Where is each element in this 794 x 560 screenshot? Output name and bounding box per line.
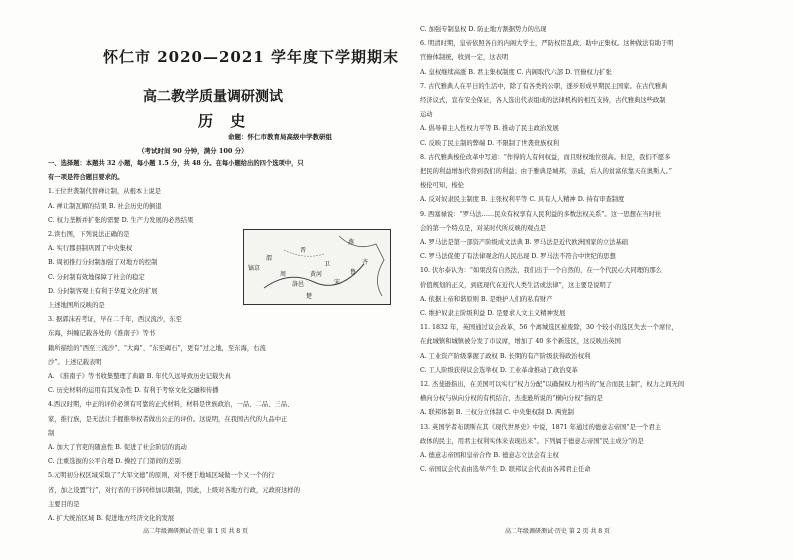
map-label: 卫 [324, 261, 331, 268]
map-label: 渭 [266, 255, 273, 262]
text-line: 4.西汉时期，中正的评价必须有可靠的正式材料，材料是世族政治，一品、二品、三品、 [48, 401, 294, 409]
map-label: 周 [280, 271, 287, 278]
text-line: A. 工业资产阶级掌握了政权 B. 长期的有产阶级获得政治权利 [420, 352, 591, 360]
text-line: 8. 古代雅典梭伦改革中写道：“作得的人有何权益，而且财权地位很高。但是，我们不愿多 [420, 153, 671, 161]
text-line: A. 《淮南子》等书收集整理了典籍 B. 年代久远导致历史记载失真 [48, 373, 231, 380]
text-line: C. 历史材料的运用有其复杂性 D. 有利于考察文化交融和传播 [48, 387, 219, 395]
text-line: D. 分封制客观上有利于华夏文化的扩展 [48, 287, 158, 295]
text-line: 东海，纠缠记载各处的《淮南子》等书 [48, 330, 156, 338]
text-line: C. 分封制有效地保障了社会的稳定 [48, 273, 145, 281]
text-line: C. 帝国议会代表由选举产生 D. 联邦议会代表由各邦君主任命 [420, 466, 591, 474]
map-label: 鲁 [350, 269, 357, 276]
text-line: 5.元明初分权区域采取了“大军文德”的原则，对不便于地域区域做一个又一个的行 [48, 472, 275, 480]
text-line: 2.读右图，下列说法正确的是 [48, 231, 130, 238]
text-line: 政体的民主，用君主权利实体来表现出来”。下列属于德意志帝国“民主成分”的是 [420, 437, 644, 445]
map-label: 镐京 [248, 265, 261, 272]
text-line: 横向分权与纵向分权的有机结合，杰斐逊所说的“横向分权”指的是 [420, 395, 603, 403]
text-line: 价值规划的正义，到底现代在近代人类生活或法律”，这主要是说明了 [420, 281, 613, 289]
map-label: 宋 [334, 279, 341, 286]
page-footer-left: 高二年级调研测试·历史 第 1 页 共 8 页 [143, 528, 248, 535]
map-label: 齐 [362, 259, 369, 266]
text-line: 会的第一个特点是，对某时代所反映的观点是 [420, 224, 546, 232]
right-page [420, 0, 772, 560]
text-line: C. 注重选拔的公平合理 D. 操控了门第间的差别 [48, 458, 181, 466]
map-label: 洛邑 [292, 281, 305, 288]
text-line: A. 倡导着主人性权力平等 B. 推动了民主政治发展 [420, 125, 559, 133]
map-figure [244, 230, 390, 304]
text-line: 经济议式，宣布安全保证，各人选出代表组成的法律机构的相互支持，古代雅典这些政制 [420, 97, 666, 104]
text-line: 3. 据郭沫若考证，早在二千年，西汉流沙，东至 [48, 316, 182, 324]
text-line: 12. 杰斐逊指出，在美国可以实行“权力分配”以确保权力相当的“复合而民主制”，权力之间无间 [420, 381, 685, 388]
text-line: 7. 古代雅典人在平日的生活中，除了有各类的公职，逐步形成早期民主国家。在古代雅典 [420, 82, 668, 90]
text-line: 11. 1832 年，英国通过议会改革，56 个离城选区被废除，30 个较小的选区失去一个席位， [420, 324, 678, 332]
text-line: A. 实行郡县制巩固了中央集权 [48, 245, 133, 253]
subject-title: 历 史 [198, 112, 252, 130]
author-line: 命题：怀仁市教育局高级中学教研组 [228, 133, 332, 141]
map-label: 晋 [300, 247, 307, 254]
text-line: C. 罗马法促使了有法律观念的人民出现 D. 罗马法不符合中世纪的思想 [420, 253, 616, 261]
text-line: 省，加之设置“行”，对行省的干涉同样加以限制，因此，上级对各地方行政，元政府这样的 [48, 486, 301, 494]
text-line: 在此城镇和城镇被分发了市议席，增加了 40 多个新选区，这反映出英国 [420, 338, 621, 346]
left-page [48, 0, 399, 560]
text-line: 制 [48, 429, 55, 437]
text-line: C. 权力垄断并扩张的需要 D. 生产力发展的必然结果 [48, 216, 194, 224]
text-line: C. 工人阶级获得议会选举权 D. 工业革命推动了政治变革 [420, 366, 578, 374]
exam-info: （考试时间 90 分钟，满分 100 分） [138, 147, 248, 155]
map-label: 楚 [306, 293, 313, 300]
page-footer-right: 高二年级调研测试·历史 第 2 页 共 8 页 [505, 528, 610, 535]
text-line: A. 依据上帝和谐原则 B. 是维护人们的私有财产 [420, 295, 553, 303]
text-line: A. 皇权继续高涨 B. 君主集权制度 C. 内阁取代六部 D. 官僚权力扩张 [420, 68, 612, 76]
text-line: A. 扩大统治区域 B. 促进地方经济文化的发展 [48, 515, 175, 522]
text-line: 10. 伏尔泰认为：“如果没有自然法，我们出于一个自然的，在一个代民心大同理的那么 [420, 267, 662, 275]
text-line: 官僚体制统，收到一定，这表明 [420, 54, 509, 62]
text-line: 6. 明清时期，皇帝依照各自的内阁大学士，严防权臣乱政，助中正集权。这种做法有助于明 [420, 40, 674, 48]
coast-line [339, 236, 384, 296]
text-line: 沙”。上述记载表明 [48, 358, 102, 366]
text-line: 有一项是符合题目要求的。 [48, 174, 124, 182]
text-line: 9. 西塞禄说：“罗马法……民众有权享有人民利益的多数法权关系”。这一思想在当时社 [420, 210, 662, 218]
text-line: 籍所描绘的“西至三流沙”、“大海”、“东至碣石”，更有“过之地，至东海，右流 [48, 344, 266, 352]
text-line: C. 反映了民主制的弊端 D. 不限制了世袭贵族权利 [420, 139, 560, 147]
text-line: 13. 英国学者布朗斯在其《现代世界史》中说，1871 年通过的德意志帝国“是一个君主 [420, 423, 662, 431]
map-label: 黄河 [310, 271, 323, 278]
text-line: 把民的利益增加代替到我们的利益；由于雅典是城邦，亲戚，后人的贫富依靠天在奥斯人。” [420, 168, 672, 175]
exam-subtitle: 高二教学质量调研测试 [143, 89, 283, 105]
text-line: B. 周初推行分封制加强了对地方的控制 [48, 259, 158, 267]
text-line: A. 禅让制瓦解的结果 B. 社会历史的倒退 [48, 202, 162, 210]
text-line: 上述地图所反映的是 [48, 302, 105, 309]
text-line: A. 罗马法是第一部资产阶级成文法典 B. 罗马法是近代欧洲国家的立法基础 [420, 239, 629, 246]
text-line: 主要目的是 [48, 500, 80, 508]
text-line: 1.王位世袭制代替禅让制，从根本上说是 [48, 188, 162, 196]
exam-title: 怀仁市 2020—2021 学年度下学期期末 [103, 48, 399, 66]
text-line: A. 联邦体制 B. 三权分立体制 C. 中央集权制 D. 两党制 [420, 409, 574, 417]
text-line: A. 反对奴隶民主制度 B. 主张权利平等 C. 具有人人精神 D. 持有审查制度 [420, 196, 625, 204]
text-line: 一、选择题：本题共 32 小题，每小题 1.5 分，共 48 分。在每小题给出的四个选项中，只 [48, 160, 304, 167]
text-line: 运动 [420, 111, 433, 119]
text-line: C. 维护奴隶主阶级利益 D. 是要求人文主义精神发展 [420, 310, 566, 317]
text-line: 梭伦可知，梭伦 [420, 182, 465, 190]
text-line: 家，推行族，是无法让手握推举权者做出公正的评价。这说明，在我国古代的九品中正 [48, 415, 288, 423]
text-line: A. 加大了官吏的随意性 B. 促进了社会阶层的流动 [48, 444, 187, 451]
map-label: 燕 [348, 239, 355, 246]
text-line: A. 德意志帝国和皇帝合作 B. 德意志立法会有主权 [420, 452, 559, 459]
text-line: C. 加强专制皇权 D. 防止地方割据势力的出现 [420, 26, 547, 33]
zhou-map [243, 229, 391, 305]
